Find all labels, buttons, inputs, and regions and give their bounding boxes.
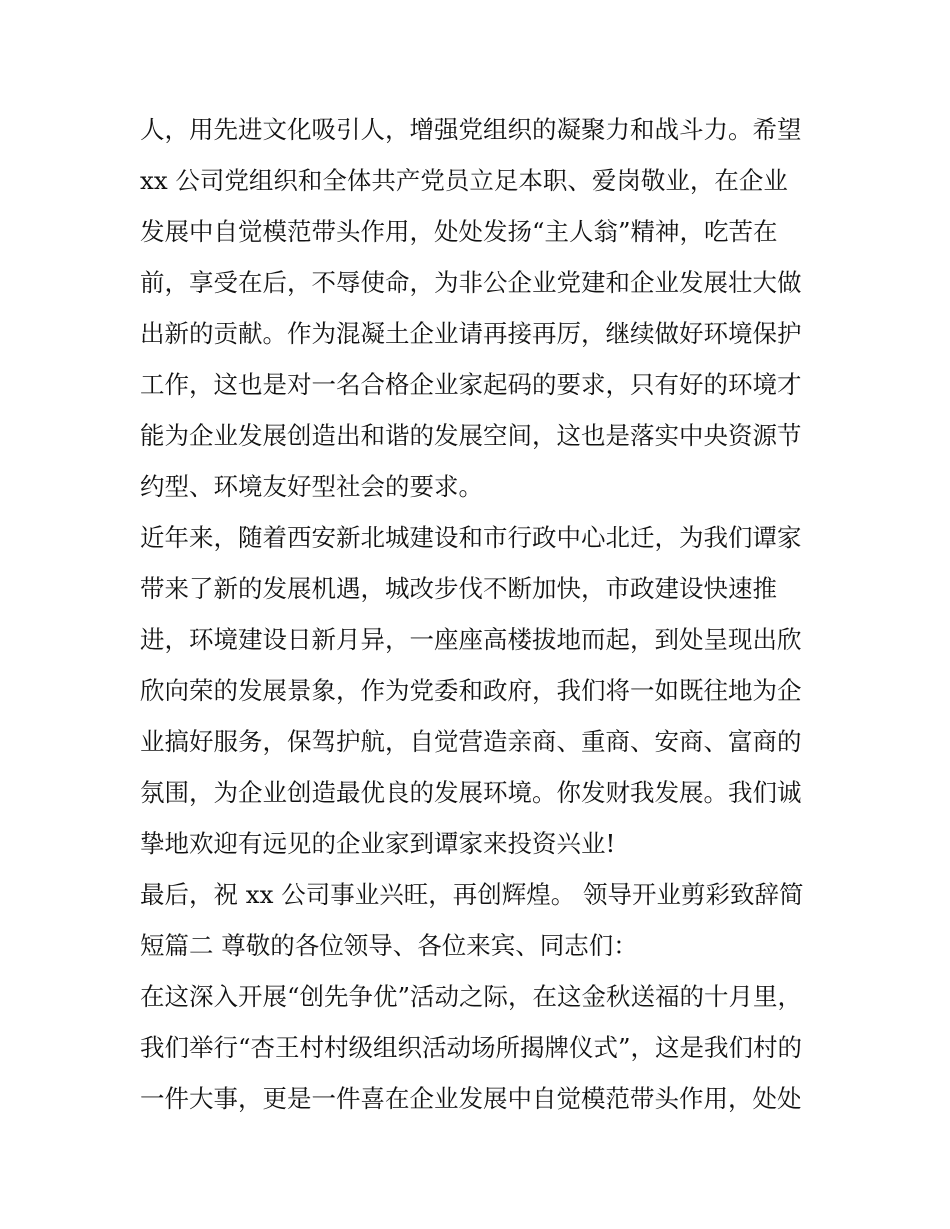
text-line-3: 发展中自觉模范带头作用，处处发扬“主人翁”精神，吃苦在 (140, 217, 778, 246)
text-line-13: 业搞好服务，保驾护航，自觉营造亲商、重商、安商、富商的 (140, 727, 802, 756)
text-line-9: 近年来，随着西安新北城建设和市行政中心北迁，为我们谭家 (140, 523, 802, 552)
text-line-6: 工作，这也是对一名合格企业家起码的要求，只有好的环境才 (140, 370, 802, 399)
text-line-7: 能为企业发展创造出和谐的发展空间，这也是落实中央资源节 (140, 421, 802, 450)
text-line-4: 前，享受在后，不辱使命，为非公企业党建和企业发展壮大做 (140, 268, 802, 297)
text-line-14: 氛围，为企业创造最优良的发展环境。你发财我发展。我们诚 (140, 778, 802, 807)
text-line-19: 我们举行“杏王村村级组织活动场所揭牌仪式”，这是我们村的 (140, 1033, 803, 1062)
text-line-12: 欣向荣的发展景象，作为党委和政府，我们将一如既往地为企 (140, 676, 802, 705)
text-line-1: 人，用先进文化吸引人，增强党组织的凝聚力和战斗力。希望 (140, 115, 802, 144)
text-line-16: 最后，祝 xx 公司事业兴旺，再创辉煌。 领导开业剪彩致辞简 (140, 880, 804, 909)
text-line-2: xx 公司党组织和全体共产党员立足本职、爱岗敬业，在企业 (140, 166, 788, 195)
text-line-11: 进，环境建设日新月异，一座座高楼拔地而起，到处呈现出欣 (140, 625, 802, 654)
text-line-15: 挚地欢迎有远见的企业家到谭家来投资兴业! (140, 829, 616, 858)
text-line-10: 带来了新的发展机遇，城改步伐不断加快，市政建设快速推 (140, 574, 777, 603)
text-line-18: 在这深入开展“创先争优”活动之际，在这金秋送福的十月里， (140, 982, 803, 1011)
text-line-5: 出新的贡献。作为混凝土企业请再接再厉，继续做好环境保护 (140, 319, 802, 348)
text-line-8: 约型、环境友好型社会的要求。 (140, 472, 483, 501)
document-body (140, 104, 814, 1124)
text-line-17: 短篇二 尊敬的各位领导、各位来宾、同志们： (140, 931, 638, 960)
text-line-20: 一件大事，更是一件喜在企业发展中自觉模范带头作用，处处 (140, 1084, 802, 1113)
